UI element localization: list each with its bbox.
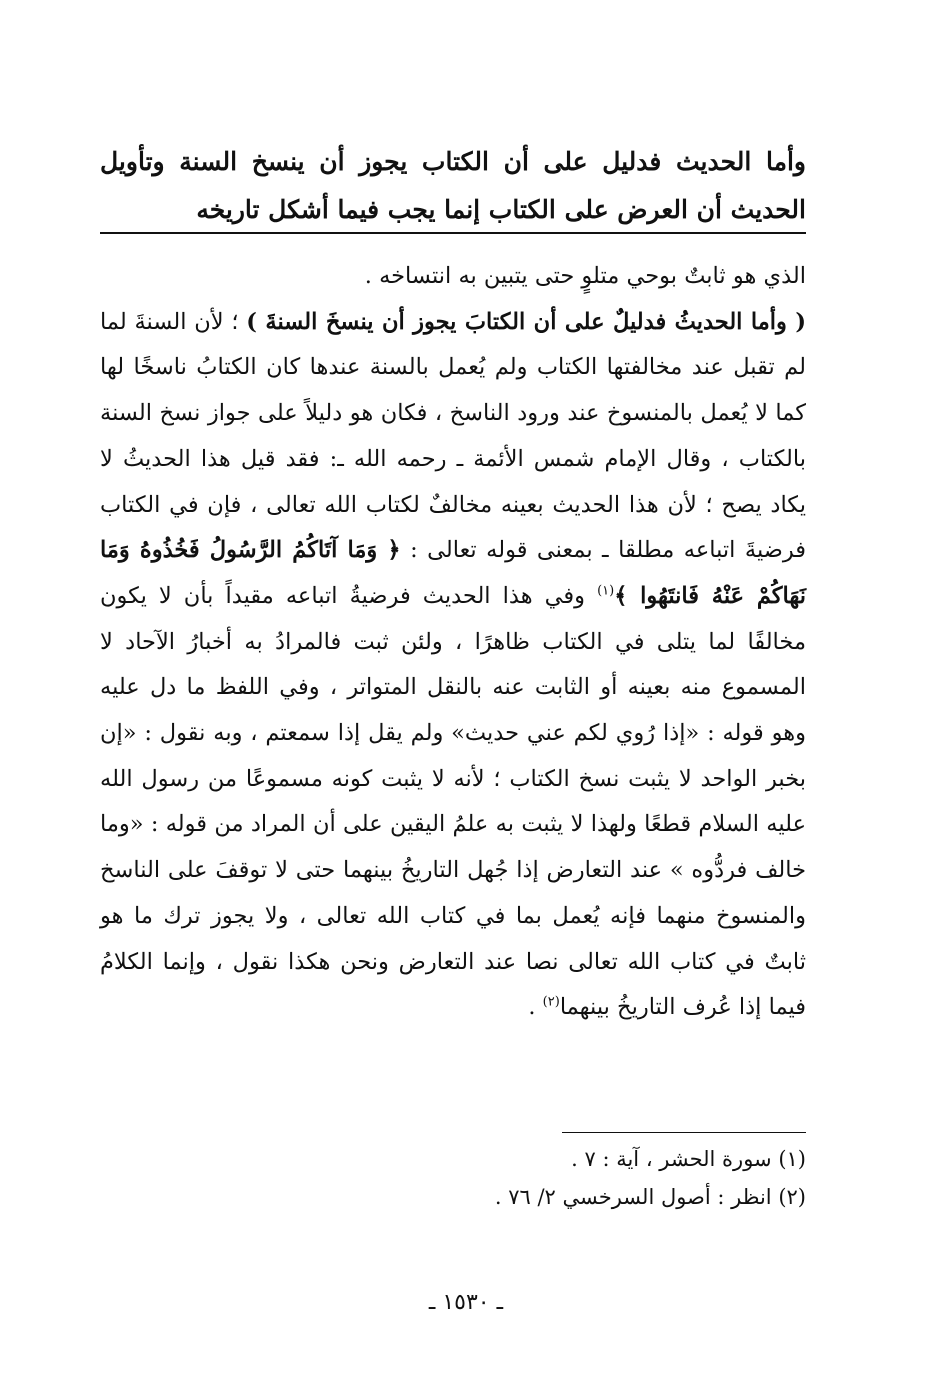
footnote-ref-2[interactable]: (٢) xyxy=(542,994,560,1010)
quran-verse: ﴿ وَمَا آتَاكُمُ الرَّسُولُ فَخُذُوهُ وَمَا نَهَاكُمْ عَنْهُ فَانتَهُوا ﴾ xyxy=(100,537,806,609)
commentary-text-cont: وفي هذا الحديث فرضيةُ اتباعه مقيداً بأن لا يكون مخالفًا لما يتلى في الكتاب ظاهرًا ، ولئن ثبت فالمرادُ به أخبارُ الآحاد لا المسموع منه بعينه أو الثابت عنه بالنقل المتواتر ، وفي اللفظ ما دل عليه وهو قوله : «إذا رُوي لكم عني حديث» ولم يقل إذا سمعتم ، وبه نقول : «إن بخبر الواحد لا يثبت نسخ الكتاب ؛ لأنه لا يثبت كونه مسموعًا من رسول الله عليه السلام قطعًا ولهذا لا يثبت به علمُ اليقين على أن المراد من قوله : «وما خالف فردُّوه » عند التعارض إذا جُهل التاريخُ بينهما حتى لا توقفَ على الناسخ والمنسوخ منهما فإنه يُعمل بما في كتاب الله تعالى ، ولا يجوز ترك ما هو ثابتٌ في كتاب الله تعالى نصا عند التعارض ونحن هكذا نقول ، وإنما الكلامُ فيما إذا عُرف التاريخُ بينهما xyxy=(100,582,806,1021)
body-text xyxy=(100,254,806,1031)
footnote-divider xyxy=(562,1132,806,1133)
quoted-matn: ( وأما الحديثُ فدليلٌ على أن الكتابَ يجوز أن ينسخَ السنةَ ) xyxy=(246,308,806,335)
heading-divider xyxy=(100,232,806,234)
footnote-1: (١) سورة الحشر ، آية : ٧ . xyxy=(571,1147,806,1171)
commentary-text: ؛ لأن السنةَ لما لم تقبل عند مخالفتها الكتاب ولم يُعمل بالسنة عندها كان الكتابُ ناسخًا لها كما لا يُعمل بالمنسوخ عند ورود الناسخ ، فكان هو دليلاً على جواز نسخ السنة بالكتاب ، وقال الإمام شمس الأئمة ـ رحمه الله ـ: فقد قيل هذا الحديثُ لا يكاد يصح ؛ لأن هذا الحديث بعينه مخالفٌ لكتاب الله تعالى ، فإن في الكتاب فرضيةَ اتباعه مطلقا ـ بمعنى قوله تعالى : xyxy=(100,308,807,564)
footnote-ref-1[interactable]: (١) xyxy=(597,583,615,599)
footnote-2: (٢) انظر : أصول السرخسي ٢/ ٧٦ . xyxy=(494,1185,806,1209)
paragraph-1: الذي هو ثابتٌ بوحي متلوٍ حتى يتبين به انتساخه . xyxy=(364,263,806,289)
section-heading: وأما الحديث فدليل على أن الكتاب يجوز أن ينسخ السنة وتأويل الحديث أن العرض على الكتاب إنما يجب فيما أشكل تاريخه xyxy=(100,147,806,224)
footnotes xyxy=(100,1140,806,1216)
paragraph-2 xyxy=(100,300,806,1031)
paragraph-end: . xyxy=(528,994,543,1021)
page-number: ـ ١٥٣٠ ـ xyxy=(428,1290,504,1315)
